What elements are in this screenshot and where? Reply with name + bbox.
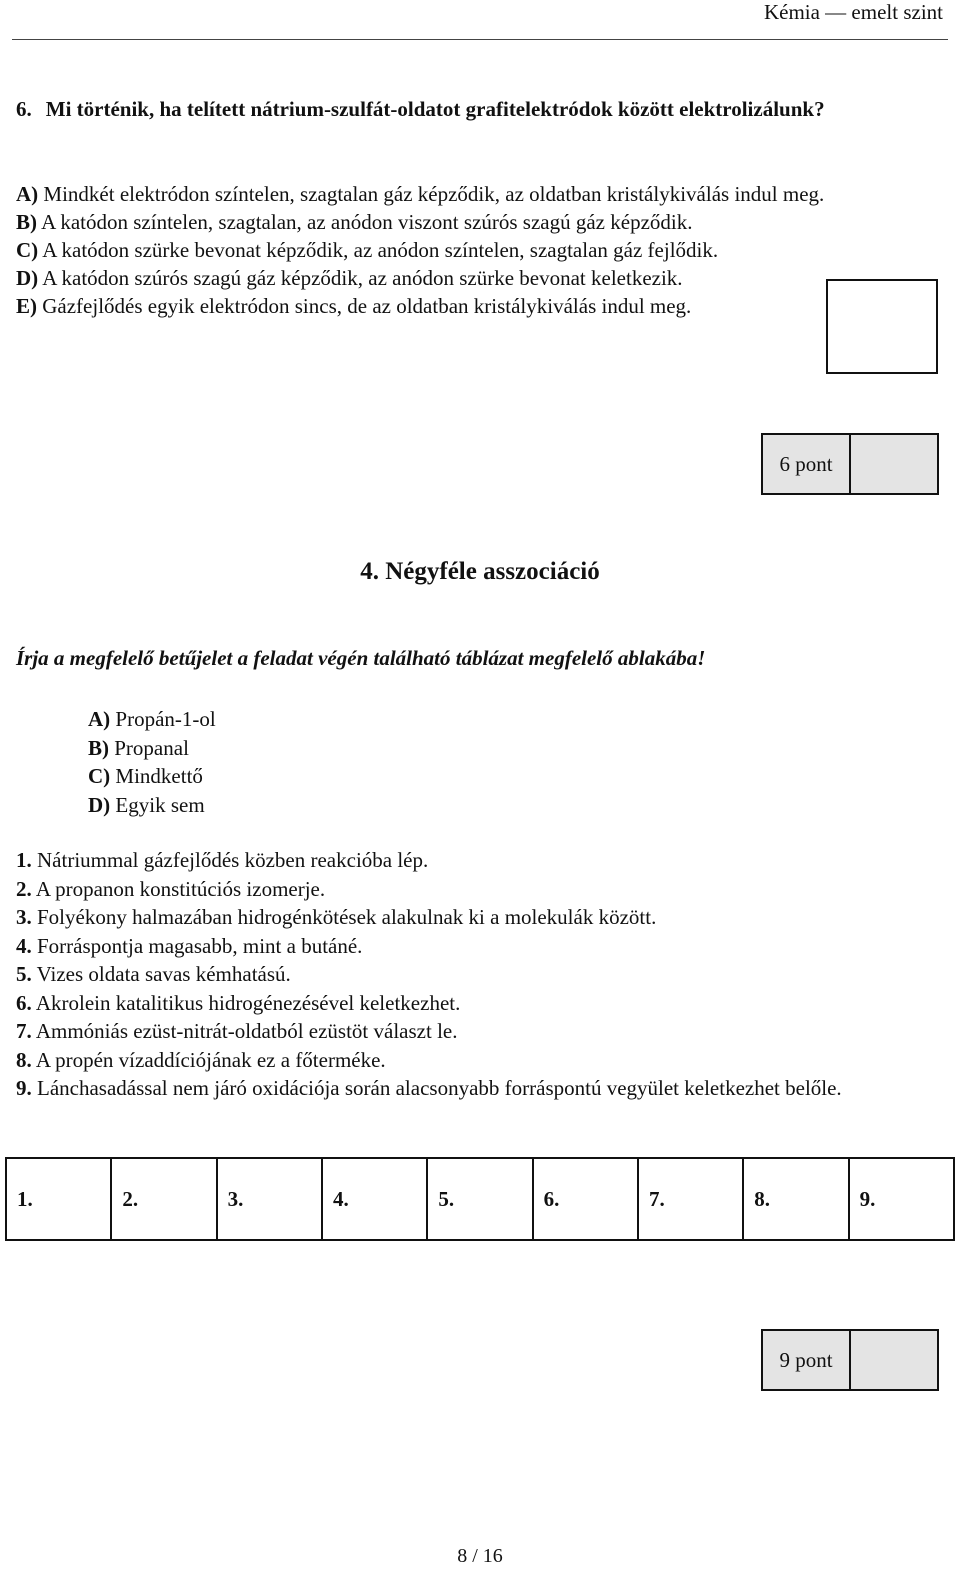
- choice-letter: D): [88, 792, 111, 817]
- question-6-options: [16, 180, 946, 320]
- statement-item: [16, 960, 946, 989]
- answer-cell[interactable]: 4.: [323, 1159, 428, 1239]
- statement-text: A propanon konstitúciós izomerje.: [35, 876, 326, 901]
- choice-letter: B): [88, 735, 109, 760]
- option-text: A katódon szürke bevonat képződik, az anódon színtelen, szagtalan gáz fejlődik.: [42, 238, 719, 262]
- option-d: [16, 264, 946, 292]
- answer-cell[interactable]: 8.: [744, 1159, 849, 1239]
- question-text: Mi történik, ha telített nátrium-szulfát-oldatot grafitelektródok között elektrolizálunk?: [45, 97, 825, 121]
- score-box: [761, 433, 939, 495]
- option-letter: D): [16, 266, 39, 290]
- answer-cell[interactable]: 6.: [534, 1159, 639, 1239]
- header-title: Kémia — emelt szint: [763, 0, 943, 24]
- statement-item: [16, 1074, 946, 1103]
- page-number: 8 / 16: [457, 1545, 503, 1567]
- statement-item: [16, 903, 946, 932]
- statement-text: Akrolein katalitikus hidrogénezésével keletkezhet.: [35, 990, 461, 1015]
- score-field[interactable]: [851, 435, 937, 493]
- task-instruction: Írja a megfelelő betűjelet a feladat végén található táblázat megfelelő ablakába!: [16, 646, 706, 670]
- choice-text: Mindkettő: [115, 764, 203, 788]
- answer-cell[interactable]: 3.: [218, 1159, 323, 1239]
- statement-text: Nátriummal gázfejlődés közben reakcióba lép.: [37, 848, 429, 872]
- answer-cell[interactable]: 7.: [639, 1159, 744, 1239]
- answer-cell[interactable]: 2.: [112, 1159, 217, 1239]
- answer-cell[interactable]: 9.: [859, 1186, 876, 1211]
- option-text: Gázfejlődés egyik elektródon sincs, de az oldatban kristálykiválás indul meg.: [42, 294, 692, 318]
- statement-text: A propén vízaddíciójának ez a főterméke.: [35, 1047, 386, 1072]
- statement-text: Ammóniás ezüst-nitrát-oldatból ezüstöt választ le.: [35, 1019, 458, 1043]
- choice-letter: A): [88, 707, 111, 731]
- statement-item: [16, 932, 946, 961]
- statement-item: [16, 846, 946, 875]
- statement-text: Folyékony halmazában hidrogénkötések alakulnak ki a molekulák között.: [37, 905, 657, 929]
- answer-cell[interactable]: 5.: [428, 1159, 533, 1239]
- statement-number: 6.: [16, 990, 32, 1015]
- statement-text: Vizes oldata savas kémhatású.: [36, 962, 291, 986]
- question-6: [16, 95, 946, 124]
- statement-text: Lánchasadással nem járó oxidációja során alacsonyabb forráspontú vegyület keletkezhet belőle.: [37, 1076, 842, 1100]
- option-b: [16, 208, 946, 236]
- statement-number: 1.: [16, 848, 32, 872]
- answer-grid: [5, 1157, 955, 1241]
- choice-text: Egyik sem: [115, 792, 205, 817]
- question-number: 6.: [16, 97, 32, 121]
- option-letter: B): [16, 210, 37, 234]
- score-field[interactable]: [851, 1331, 937, 1389]
- choice-list: [88, 705, 216, 819]
- statement-item: [16, 1046, 946, 1075]
- statement-item: [16, 989, 946, 1018]
- task-title: 4. Négyféle asszociáció: [360, 558, 600, 585]
- statement-item: [16, 1017, 946, 1046]
- choice-item: [88, 791, 216, 820]
- choice-item: [88, 705, 216, 734]
- score-label: 6 pont: [763, 435, 851, 493]
- choice-letter: C): [88, 764, 111, 788]
- option-e: [16, 292, 946, 320]
- option-letter: A): [16, 182, 39, 206]
- statement-text: Forráspontja magasabb, mint a butáné.: [37, 933, 363, 958]
- choice-text: Propanal: [114, 735, 189, 760]
- option-a: [16, 180, 946, 208]
- statement-number: 8.: [16, 1047, 32, 1072]
- choice-item: [88, 762, 216, 791]
- statement-list: [16, 846, 946, 1103]
- statement-number: 2.: [16, 876, 32, 901]
- option-text: A katódon szúrós szagú gáz képződik, az anódon szürke bevonat keletkezik.: [42, 266, 683, 290]
- option-c: [16, 236, 826, 264]
- answer-box[interactable]: [826, 279, 938, 374]
- option-text: Mindkét elektródon színtelen, szagtalan gáz képződik, az oldatban kristálykiválás indul meg.: [43, 182, 825, 206]
- option-letter: E): [16, 294, 37, 318]
- answer-cell[interactable]: 1.: [7, 1159, 112, 1239]
- statement-number: 7.: [16, 1019, 32, 1043]
- header-divider: [12, 39, 948, 40]
- statement-number: 5.: [16, 962, 32, 986]
- statement-number: 4.: [16, 933, 32, 958]
- statement-item: [16, 875, 946, 904]
- statement-number: 9.: [16, 1076, 32, 1100]
- option-letter: C): [16, 238, 39, 262]
- choice-text: Propán-1-ol: [115, 707, 216, 731]
- choice-item: [88, 734, 216, 763]
- score-label: 9 pont: [763, 1331, 851, 1389]
- option-text: A katódon színtelen, szagtalan, az anódon viszont szúrós szagú gáz képződik.: [41, 210, 693, 234]
- statement-number: 3.: [16, 905, 32, 929]
- score-box: [761, 1329, 939, 1391]
